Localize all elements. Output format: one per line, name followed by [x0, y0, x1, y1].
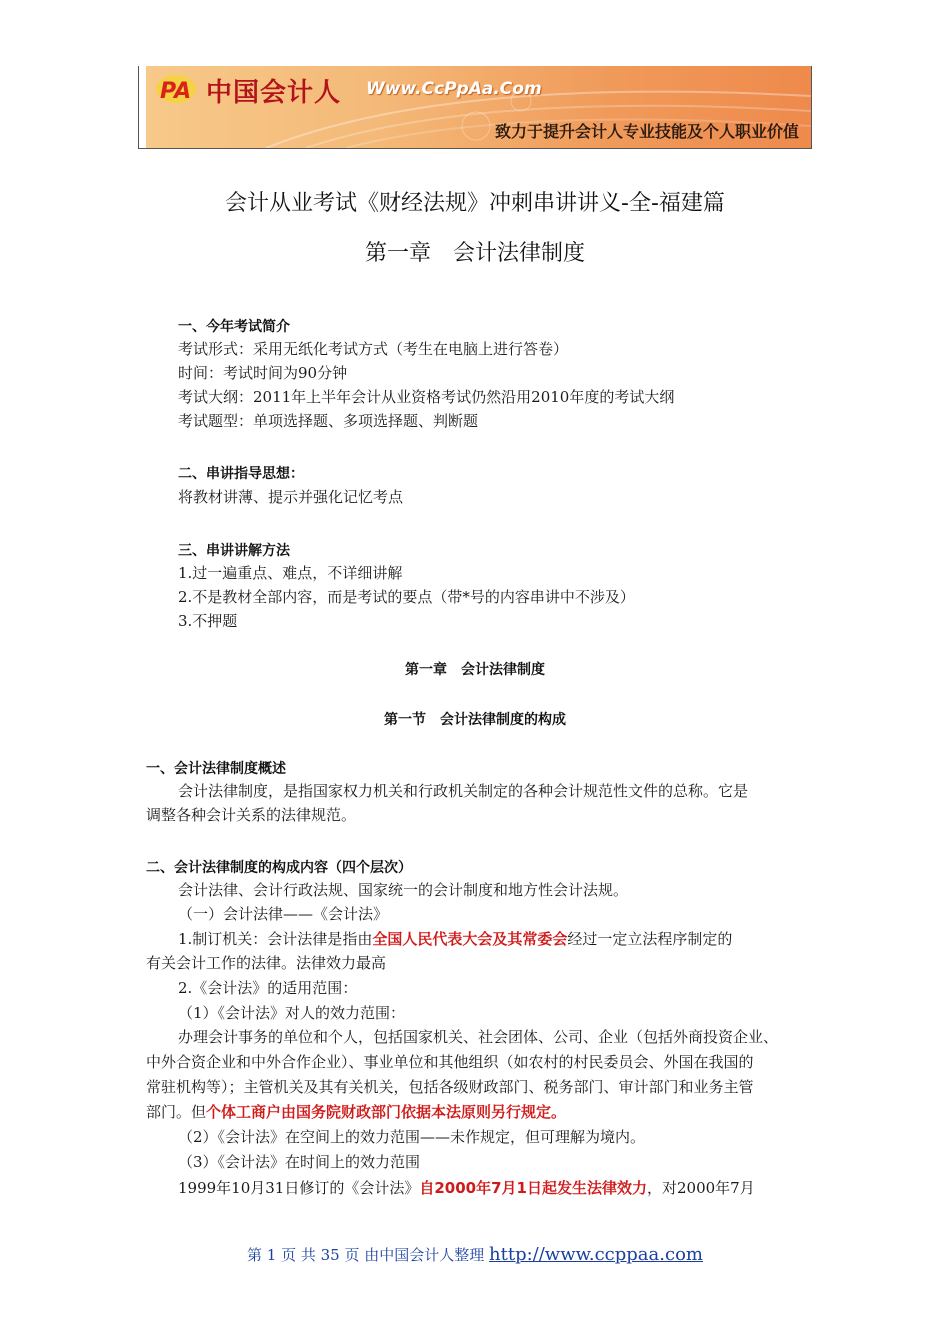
page-number-text: 第 1 页 共 35 页 由中国会计人整理 — [247, 1246, 490, 1264]
s2-line — [146, 1100, 566, 1124]
highlight-text: 全国人民代表大会及其常委会 — [372, 930, 568, 948]
s1-paragraph: 会计法律制度，是指国家权力机关和行政机关制定的各种会计规范性文件的总称。它是 — [178, 782, 749, 800]
footer-link[interactable]: http://www.ccppaa.com — [489, 1244, 703, 1265]
intro-line: 考试题型：单项选择题、多项选择题、判断题 — [178, 412, 479, 430]
s2-line: 常驻机构等）；主管机关及其有关机关，包括各级财政部门、税务部门、审计部门和业务主管 — [146, 1078, 754, 1096]
intro-line: 考试形式：采用无纸化考试方式（考生在电脑上进行答卷） — [178, 340, 569, 358]
logo-mark-text: PA — [160, 79, 192, 104]
intro-line: 时间：考试时间为90分钟 — [178, 364, 348, 382]
text-run: 1.制订机关：会计法律是指由 — [178, 930, 373, 948]
text-run: 部门。但 — [146, 1103, 207, 1121]
section-heading: 第一节 会计法律制度的构成 — [384, 712, 566, 728]
s1-heading: 一、会计法律制度概述 — [146, 761, 286, 777]
page-footer — [0, 1244, 950, 1265]
s2-line: （2）《会计法》在空间上的效力范围——未作规定，但可理解为境内。 — [178, 1128, 646, 1146]
document-title: 会计从业考试《财经法规》冲刺串讲讲义-全-福建篇 — [225, 191, 725, 216]
header-frame-right — [811, 66, 812, 148]
chapter-title: 第一章 会计法律制度 — [364, 241, 585, 266]
s1-paragraph: 调整各种会计关系的法律规范。 — [146, 806, 357, 824]
s2-heading: 二、会计法律制度的构成内容（四个层次） — [146, 860, 412, 876]
logo-name: 中国会计人 — [206, 78, 342, 108]
slogan: 致力于提升会计人专业技能及个人职业价值 — [494, 122, 799, 141]
header-frame-bottom — [138, 148, 812, 149]
s2-line: （3）《会计法》在时间上的效力范围 — [178, 1153, 421, 1171]
s2-line: （一）会计法律——《会计法》 — [178, 905, 389, 923]
intro-line: 将教材讲薄、提示并强化记忆考点 — [178, 488, 404, 506]
intro-heading-1: 一、今年考试简介 — [178, 319, 290, 335]
intro-line: 1.过一遍重点、难点，不详细讲解 — [178, 564, 403, 582]
highlight-text: 自2000年7月1日起发生法律效力 — [419, 1179, 647, 1197]
text-run: ，对2000年7月 — [646, 1179, 755, 1197]
intro-line: 考试大纲：2011年上半年会计从业资格考试仍然沿用2010年度的考试大纲 — [178, 388, 675, 406]
s2-line: 2.《会计法》的适用范围： — [178, 979, 358, 997]
header-banner — [146, 66, 811, 148]
s2-line: 中外合资企业和中外合作企业）、事业单位和其他组织（如农村的村民委员会、外国在我国的 — [146, 1053, 754, 1071]
chapter-heading: 第一章 会计法律制度 — [405, 662, 545, 678]
highlight-text: 个体工商户由国务院财政部门依据本法原则另行规定。 — [206, 1103, 567, 1121]
intro-heading-2: 二、串讲指导思想： — [178, 466, 304, 482]
s2-line — [178, 1176, 755, 1200]
text-run: 1999年10月31日修订的《会计法》 — [178, 1179, 420, 1197]
s2-line: （1）《会计法》对人的效力范围： — [178, 1004, 406, 1022]
text-run: 经过一定立法程序制定的 — [567, 930, 733, 948]
s2-line: 办理会计事务的单位和个人，包括国家机关、社会团体、公司、企业（包括外商投资企业、 — [178, 1028, 779, 1046]
s2-line: 会计法律、会计行政法规、国家统一的会计制度和地方性会计法规。 — [178, 881, 629, 899]
intro-line: 3.不押题 — [178, 612, 238, 630]
logo-url: Www.CcPpAa.Com — [366, 79, 542, 99]
intro-line: 2.不是教材全部内容，而是考试的要点（带*号的内容串讲中不涉及） — [178, 588, 635, 606]
intro-heading-3: 三、串讲讲解方法 — [178, 543, 290, 559]
pa-logo-icon — [154, 72, 204, 106]
s2-line — [178, 927, 732, 951]
s2-line: 有关会计工作的法律。法律效力最高 — [146, 954, 387, 972]
header-frame-left — [138, 66, 139, 148]
